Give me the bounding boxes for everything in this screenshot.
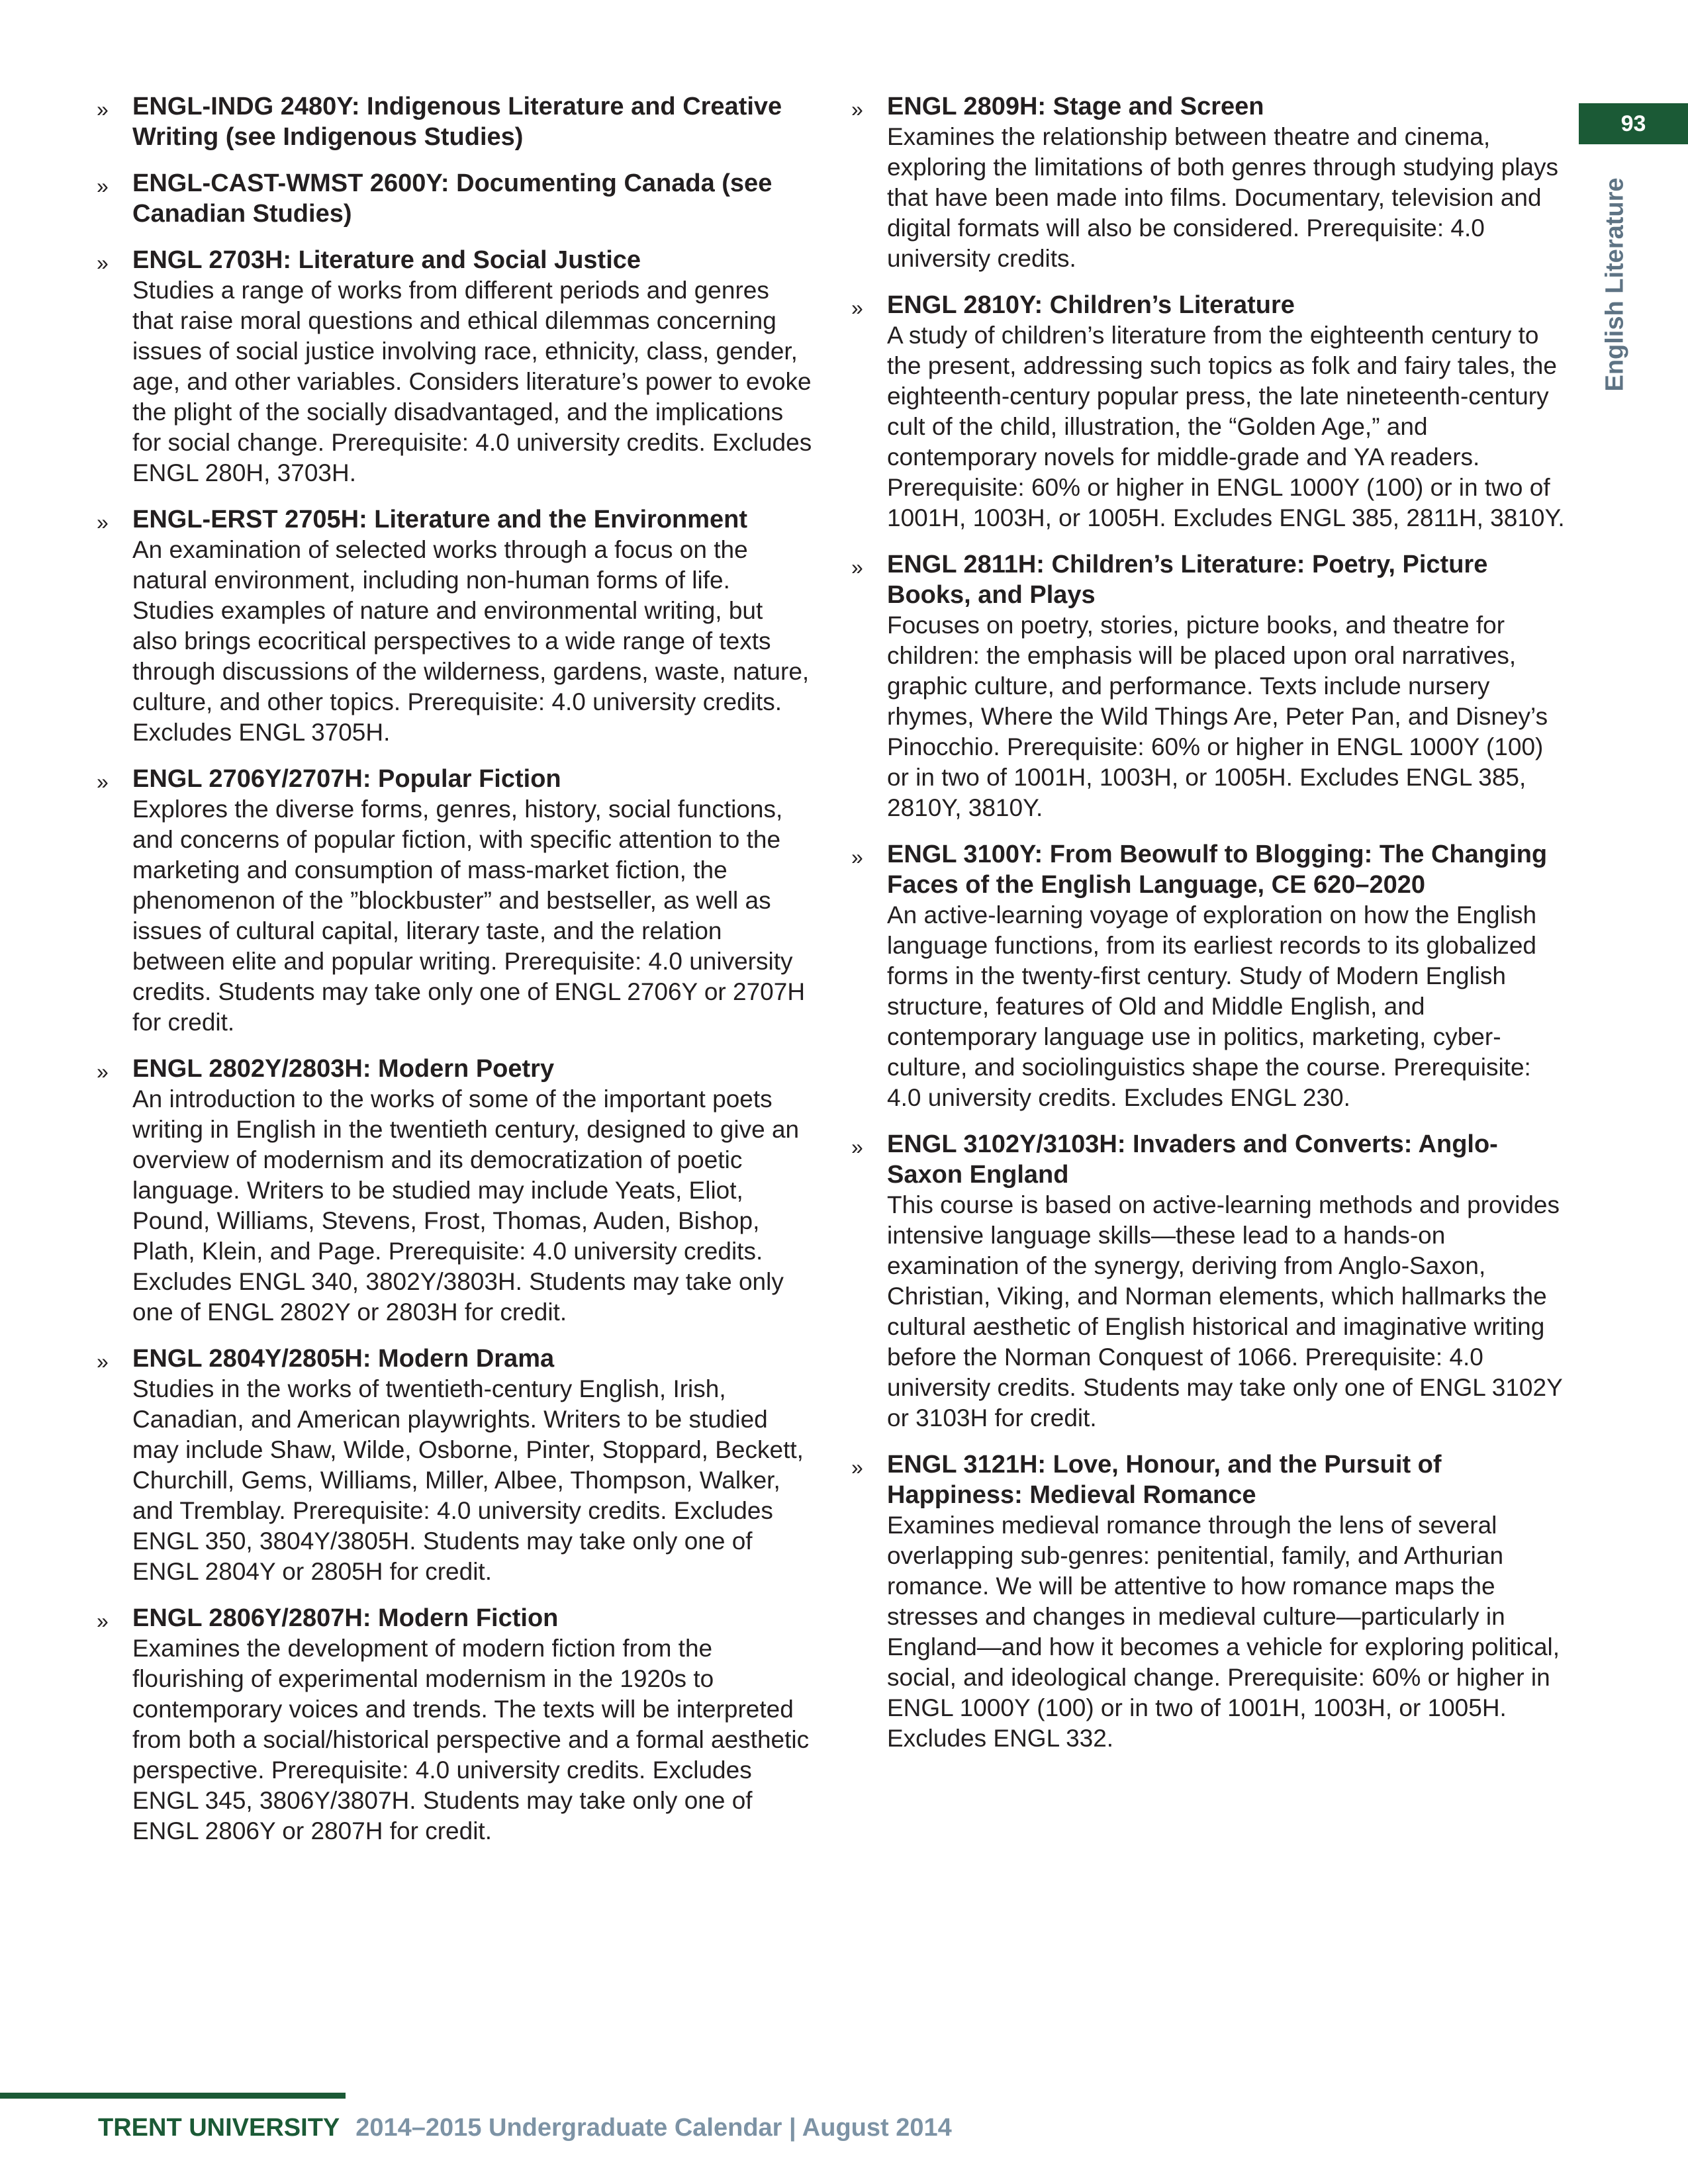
footer-rule <box>0 2093 346 2099</box>
footer <box>98 2111 952 2144</box>
bullet-icon: » <box>97 510 109 534</box>
course-title: ENGL 2809H: Stage and Screen <box>887 93 1264 120</box>
course-description: A study of children’s literature from the eighteenth century to the present, addressing such topics as folk and fairy tales, the eighteenth-century popular press, the late nineteenth-century cult of the child, illustration, the “Golden Age,” and contemporary novels for middle-grade and YA readers. Prerequisite: 60% or higher in ENGL 1000Y (100) or in two of 1001H, 1003H, or 1005H. Excludes ENGL 385, 2811H, 3810Y. <box>887 322 1565 531</box>
bullet-icon: » <box>97 770 109 794</box>
course-title: ENGL 2806Y/2807H: Modern Fiction <box>132 1604 559 1632</box>
course-title: ENGL-ERST 2705H: Literature and the Environment <box>132 506 748 533</box>
course-description: Examines medieval romance through the lens of several overlapping sub-genres: penitential, family, and Arthurian romance. We will be attentive to how romance maps the stresses and changes in medieval culture—particularly in England—and how it becomes a vehicle for exploring political, social, and ideological change. Prerequisite: 60% or higher in ENGL 1000Y (100) or in two of 1001H, 1003H, or 1005H. Excludes ENGL 332. <box>887 1512 1560 1752</box>
course-description: Examines the relationship between theatre and cinema, exploring the limitations of both genres through studying plays that have been made into films. Documentary, television and digital formats will also be considered. Prerequisite: 4.0 university credits. <box>887 123 1558 272</box>
course-entry <box>93 91 814 152</box>
bullet-icon: » <box>97 1609 109 1633</box>
bullet-icon: » <box>97 251 109 275</box>
course-title: ENGL 2804Y/2805H: Modern Drama <box>132 1345 555 1373</box>
course-entry <box>847 549 1569 823</box>
course-title: ENGL-INDG 2480Y: Indigenous Literature and Creative Writing (see Indigenous Studies) <box>132 93 782 151</box>
course-description: Examines the development of modern fiction from the flourishing of experimental modernism in the 1920s to contemporary voices and trends. The texts will be interpreted from both a social/historical perspective and a formal aesthetic perspective. Prerequisite: 4.0 university credits. Excludes ENGL 345, 3806Y/3807H. Students may take only one of ENGL 2806Y or 2807H for credit. <box>132 1635 810 1844</box>
bullet-icon: » <box>851 97 863 121</box>
course-description: An introduction to the works of some of the important poets writing in English in the twentieth century, designed to give an overview of modernism and its democratization of poetic language. Writers to be studied may include Yeats, Eliot, Pound, Williams, Stevens, Frost, Thomas, Auden, Bishop, Plath, Klein, and Page. Prerequisite: 4.0 university credits. Excludes ENGL 340, 3802Y/3803H. Students may take only one of ENGL 2802Y or 2803H for credit. <box>132 1085 800 1326</box>
left-column <box>93 91 814 1862</box>
page-number: 93 <box>1579 103 1688 144</box>
footer-calendar: 2014–2015 Undergraduate Calendar | August 2014 <box>355 2114 952 2142</box>
course-entry <box>847 290 1569 533</box>
course-entry <box>847 91 1569 274</box>
course-title: ENGL 3121H: Love, Honour, and the Pursuit of Happiness: Medieval Romance <box>887 1451 1442 1509</box>
footer-university: TRENT UNIVERSITY <box>98 2114 340 2142</box>
course-title: ENGL 2703H: Literature and Social Justice <box>132 246 641 274</box>
course-title: ENGL 2810Y: Children’s Literature <box>887 291 1295 319</box>
bullet-icon: » <box>851 1455 863 1479</box>
bullet-icon: » <box>851 296 863 320</box>
course-entry <box>847 839 1569 1113</box>
bullet-icon: » <box>851 845 863 869</box>
bullet-icon: » <box>97 97 109 121</box>
course-entry <box>93 504 814 748</box>
course-entry <box>93 1343 814 1587</box>
course-entry <box>847 1129 1569 1433</box>
course-title: ENGL 2802Y/2803H: Modern Poetry <box>132 1055 555 1083</box>
course-description: An active-learning voyage of exploration on how the English language functions, from its earliest records to its globalized forms in the twenty-first century. Study of Modern English structure, features of Old and Middle English, and contemporary language use in politics, marketing, cyber-culture, and sociolinguistics shape the course. Prerequisite: 4.0 university credits. Excludes ENGL 230. <box>887 901 1537 1111</box>
course-description: Studies a range of works from different periods and genres that raise moral questions and ethical dilemmas concerning issues of social justice involving race, ethnicity, class, gender, age, and other variables. Considers literature’s power to evoke the plight of the socially disadvantaged, and the implications for social change. Prerequisite: 4.0 university credits. Excludes ENGL 280H, 3703H. <box>132 277 812 486</box>
bullet-icon: » <box>851 555 863 579</box>
bullet-icon: » <box>97 1060 109 1083</box>
section-label: English Literature <box>1601 177 1629 392</box>
right-column <box>847 91 1569 1770</box>
course-entry <box>93 764 814 1038</box>
bullet-icon: » <box>97 1349 109 1373</box>
course-description: Explores the diverse forms, genres, history, social functions, and concerns of popular fiction, with specific attention to the marketing and consumption of mass-market fiction, the phenomenon of the ”blockbuster” and bestseller, as well as issues of cultural capital, literary taste, and the relation between elite and popular writing. Prerequisite: 4.0 university credits. Students may take only one of ENGL 2706Y or 2707H for credit. <box>132 796 806 1036</box>
course-title: ENGL-CAST-WMST 2600Y: Documenting Canada (see Canadian Studies) <box>132 169 773 228</box>
bullet-icon: » <box>851 1135 863 1159</box>
course-title: ENGL 2706Y/2707H: Popular Fiction <box>132 765 561 793</box>
course-entry <box>93 168 814 229</box>
course-description: An examination of selected works through a focus on the natural environment, including non-human forms of life. Studies examples of nature and environmental writing, but also brings ecocritical perspectives to a wide range of texts through discussions of the wilderness, gardens, waste, nature, culture, and other topics. Prerequisite: 4.0 university credits. Excludes ENGL 3705H. <box>132 536 810 746</box>
course-entry <box>93 1054 814 1328</box>
course-title: ENGL 2811H: Children’s Literature: Poetry, Picture Books, and Plays <box>887 551 1488 609</box>
course-description: This course is based on active-learning methods and provides intensive language skills—these lead to a hands-on examination of the synergy, deriving from Anglo-Saxon, Christian, Viking, and Norman elements, which hallmarks the cultural aesthetic of English historical and imaginative writing before the Norman Conquest of 1066. Prerequisite: 4.0 university credits. Students may take only one of ENGL 3102Y or 3103H for credit. <box>887 1191 1563 1432</box>
course-entry <box>93 1603 814 1846</box>
course-entry <box>847 1449 1569 1754</box>
course-description: Focuses on poetry, stories, picture books, and theatre for children: the emphasis will be placed upon oral narratives, graphic culture, and performance. Texts include nursery rhymes, Where the Wild Things Are, Peter Pan, and Disney’s Pinocchio. Prerequisite: 60% or higher in ENGL 1000Y (100) or in two of 1001H, 1003H, or 1005H. Excludes ENGL 385, 2810Y, 3810Y. <box>887 612 1548 821</box>
course-entry <box>93 245 814 488</box>
course-description: Studies in the works of twentieth-century English, Irish, Canadian, and American playwrights. Writers to be studied may include Shaw, Wilde, Osborne, Pinter, Stoppard, Beckett, Churchill, Gems, Williams, Miller, Albee, Thompson, Walker, and Tremblay. Prerequisite: 4.0 university credits. Excludes ENGL 350, 3804Y/3805H. Students may take only one of ENGL 2804Y or 2805H for credit. <box>132 1375 804 1585</box>
course-title: ENGL 3102Y/3103H: Invaders and Converts: Anglo-Saxon England <box>887 1130 1498 1189</box>
course-title: ENGL 3100Y: From Beowulf to Blogging: The Changing Faces of the English Language, CE 620–2020 <box>887 841 1548 899</box>
bullet-icon: » <box>97 174 109 198</box>
